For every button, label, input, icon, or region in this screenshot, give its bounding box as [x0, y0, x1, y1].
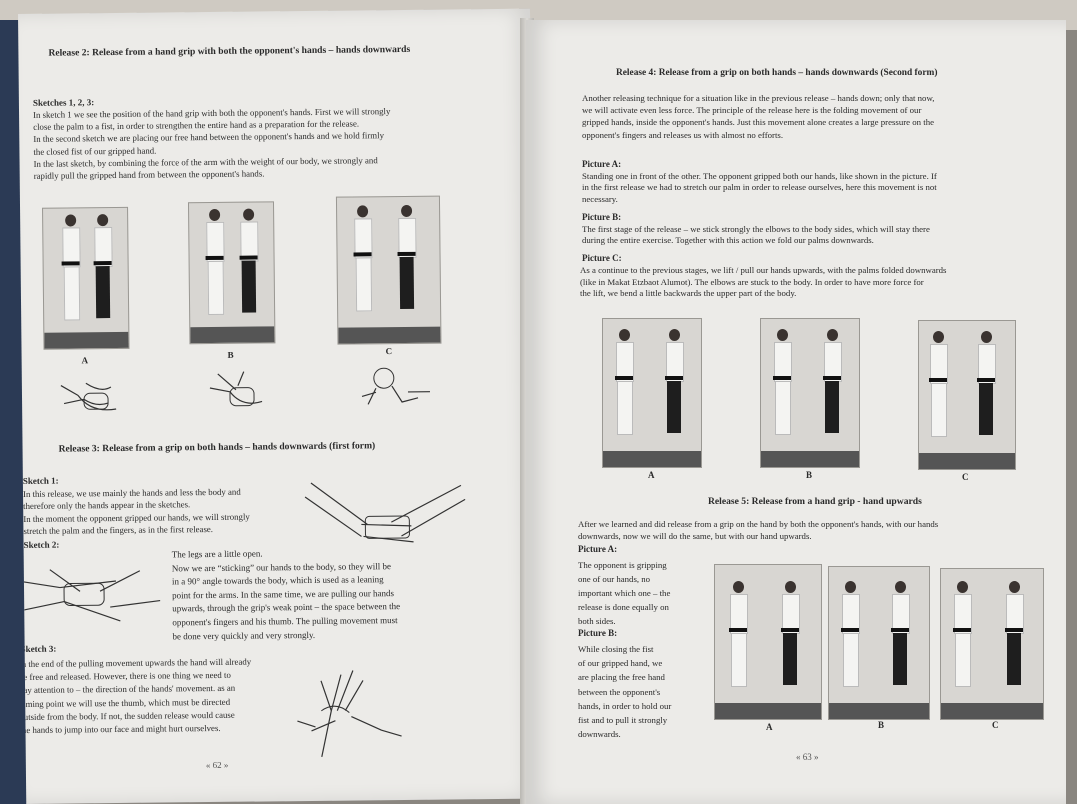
release4-intro: [582, 92, 934, 141]
text-line: aiming point we will use the thumb, which must be directed: [19, 696, 231, 709]
photo-label-a: A: [81, 355, 89, 366]
photo-label-c: C: [962, 472, 969, 482]
text-line: close the palm to a fist, in order to strengthen the entire hand as a preparation for the release.: [33, 118, 360, 133]
text-line: of our gripped hand, we: [578, 658, 663, 669]
text-line: outside from the body. If not, the sudden release would cause: [19, 709, 235, 722]
text-line: pay attention to – the direction of the hands' movement. as an: [19, 683, 236, 696]
text-line: The first stage of the release – we stick strongly the elbows to the body sides, which will stay there: [582, 224, 930, 234]
sketch2-heading: Sketch 2:: [23, 539, 60, 550]
text-line: are placing the free hand: [578, 672, 665, 683]
release4-title: Release 4: Release from a grip on both hands – hands downwards (Second form): [616, 68, 938, 78]
sketch2-text: [172, 546, 401, 644]
text-line: opponent's fingers and his thumb. The pulling movement must: [172, 615, 398, 628]
release2-title: Release 2: Release from a hand grip with both the opponent's hands – hands downwards: [48, 43, 411, 59]
text-line: downwards, now we will do the same, but with our hand upwards.: [578, 531, 812, 542]
picture-c-text: [580, 265, 946, 300]
photo-label-b: B: [806, 470, 813, 480]
hands-sketch-1: [301, 475, 472, 557]
text-line: In sketch 1 we see the position of the hand grip with both the opponent's hands. First we will strongly: [33, 106, 391, 120]
text-line: one of our hands, no: [578, 574, 651, 584]
text-line: stretch the palm and the fingers, as in the first release.: [23, 524, 214, 537]
text-line: be free and released. However, there is one thing we need to: [18, 670, 231, 683]
text-line: Standing one in front of the other. The opponent gripped both our hands, like shown in the picture. If: [582, 171, 937, 181]
text-line: The opponent is gripping: [578, 560, 667, 570]
left-page: [18, 9, 538, 804]
text-line: in a 90° angle towards the body, which is used as a leaning: [171, 574, 384, 587]
text-line: upwards, through the grip's weak point – the space between the: [172, 601, 401, 614]
text-line: the closed fist of our gripped hand.: [33, 145, 157, 157]
release5-intro: [578, 518, 938, 543]
sketch3-text: [19, 656, 252, 738]
photo-label-b: B: [878, 720, 885, 730]
text-line: In this release, we use mainly the hands and less the body and: [22, 486, 241, 499]
text-line: opponent's fingers and releases us with almost no efforts.: [582, 129, 784, 140]
photo-label-a: A: [648, 470, 655, 480]
text-line: between the opponent's: [578, 686, 661, 697]
page-number-62: « 62 »: [205, 759, 229, 771]
text-line: (like in Makat Etzbaot Alumot). The elbows are stuck to the body. In order to have more force for: [580, 276, 924, 287]
picture-b-text: [582, 224, 930, 247]
photo-label-b: B: [227, 349, 234, 360]
photo-label-a: A: [766, 722, 773, 732]
hand-sketch-3: [358, 362, 439, 417]
photo-a: [714, 564, 822, 720]
photo-b: [828, 566, 930, 720]
text-line: release is done equally on: [578, 602, 669, 612]
text-line: therefore only the hands appear in the sketches.: [23, 499, 191, 512]
hand-sketch-2: [204, 367, 275, 418]
r5-picture-a-heading: Picture A:: [578, 544, 618, 554]
text-line: hands, in order to hold our: [578, 700, 672, 711]
text-line: downwards.: [578, 729, 621, 740]
text-line: the hands to jump into our face and might hurt ourselves.: [19, 722, 221, 736]
photo-c: [336, 196, 442, 345]
text-line: during the entire exercise. Together with this action we fold our palms downwards.: [582, 235, 874, 246]
picture-b-heading: Picture B:: [582, 212, 622, 222]
sketches-heading: Sketches 1, 2, 3:: [32, 97, 95, 108]
photo-c: [918, 320, 1016, 470]
r5-picture-b-heading: Picture B:: [578, 628, 618, 638]
text-line: In the second sketch we are placing our free hand between the opponent's hands and we hold firmly: [33, 130, 385, 145]
text-line: Now we are “sticking” our hands to the body, so they will be: [171, 560, 391, 574]
text-line: rapidly pull the gripped hand from between the opponent's hands.: [33, 168, 265, 181]
text-line: fist and to pull it strongly: [578, 715, 668, 726]
picture-c-heading: Picture C:: [582, 253, 622, 263]
photo-b: [760, 318, 860, 468]
text-line: Another releasing technique for a situation like in the previous release – hands down; only that now,: [582, 93, 935, 103]
text-line: In the end of the pulling movement upwards the hand will already: [18, 656, 252, 670]
hands-sketch-2: [20, 560, 171, 634]
photo-a: [42, 207, 129, 350]
sketch1-heading: Sketch 1:: [22, 475, 59, 486]
text-line: be done very quickly and very strongly.: [172, 629, 316, 641]
sketches-text: [33, 105, 391, 182]
photo-b: [188, 201, 275, 344]
text-line: In the moment the opponent gripped our hands, we will strongly: [23, 511, 250, 524]
picture-a-text: [582, 171, 937, 205]
text-line: point for the arms. In the same time, we are pulling our hands: [172, 587, 395, 601]
photo-label-c: C: [385, 346, 393, 357]
text-line: In the last sketch, by combining the force of the arm with the weight of our body, we strongly and: [33, 155, 378, 169]
sketch3-heading: Sketch 3:: [20, 643, 57, 655]
text-line: in the first release we had to stretch our palm in order to release ourselves, here this movement is not: [582, 182, 937, 193]
photo-label-c: C: [992, 720, 999, 730]
r5-picture-b-text: [578, 642, 671, 741]
picture-a-heading: Picture A:: [582, 159, 622, 169]
text-line: necessary.: [582, 193, 618, 204]
page-number-63: « 63 »: [796, 752, 819, 762]
text-line: While closing the fist: [578, 644, 654, 654]
text-line: As a continue to the previous stages, we lift / pull our hands upwards, with the palms folded downwards: [580, 265, 947, 275]
text-line: The legs are a little open.: [171, 548, 263, 560]
text-line: we will activate even less force. The principle of the release here is the folding movement of our: [582, 105, 922, 116]
text-line: important which one – the: [578, 588, 671, 598]
hand-sketch-1: [56, 373, 127, 424]
text-line: gripped hands, inside the opponent's hands. Just this movement alone creates a large pressure on the: [582, 117, 934, 128]
r5-picture-a-text: [578, 558, 670, 628]
text-line: After we learned and did release from a grip on the hand by both the opponent's hands, with our hands: [578, 519, 939, 529]
text-line: the lift, we bend a little backwards the upper part of the body.: [580, 288, 797, 299]
right-page: [526, 20, 1066, 804]
release3-title: Release 3: Release from a grip on both hands – hands downwards (first form): [58, 440, 376, 455]
photo-a: [602, 318, 702, 468]
release5-title: Release 5: Release from a hand grip - hand upwards: [708, 496, 922, 507]
sketch1-text: [23, 486, 250, 538]
hands-sketch-3: [291, 660, 412, 761]
photo-c: [940, 568, 1044, 720]
text-line: both sides.: [578, 616, 616, 626]
